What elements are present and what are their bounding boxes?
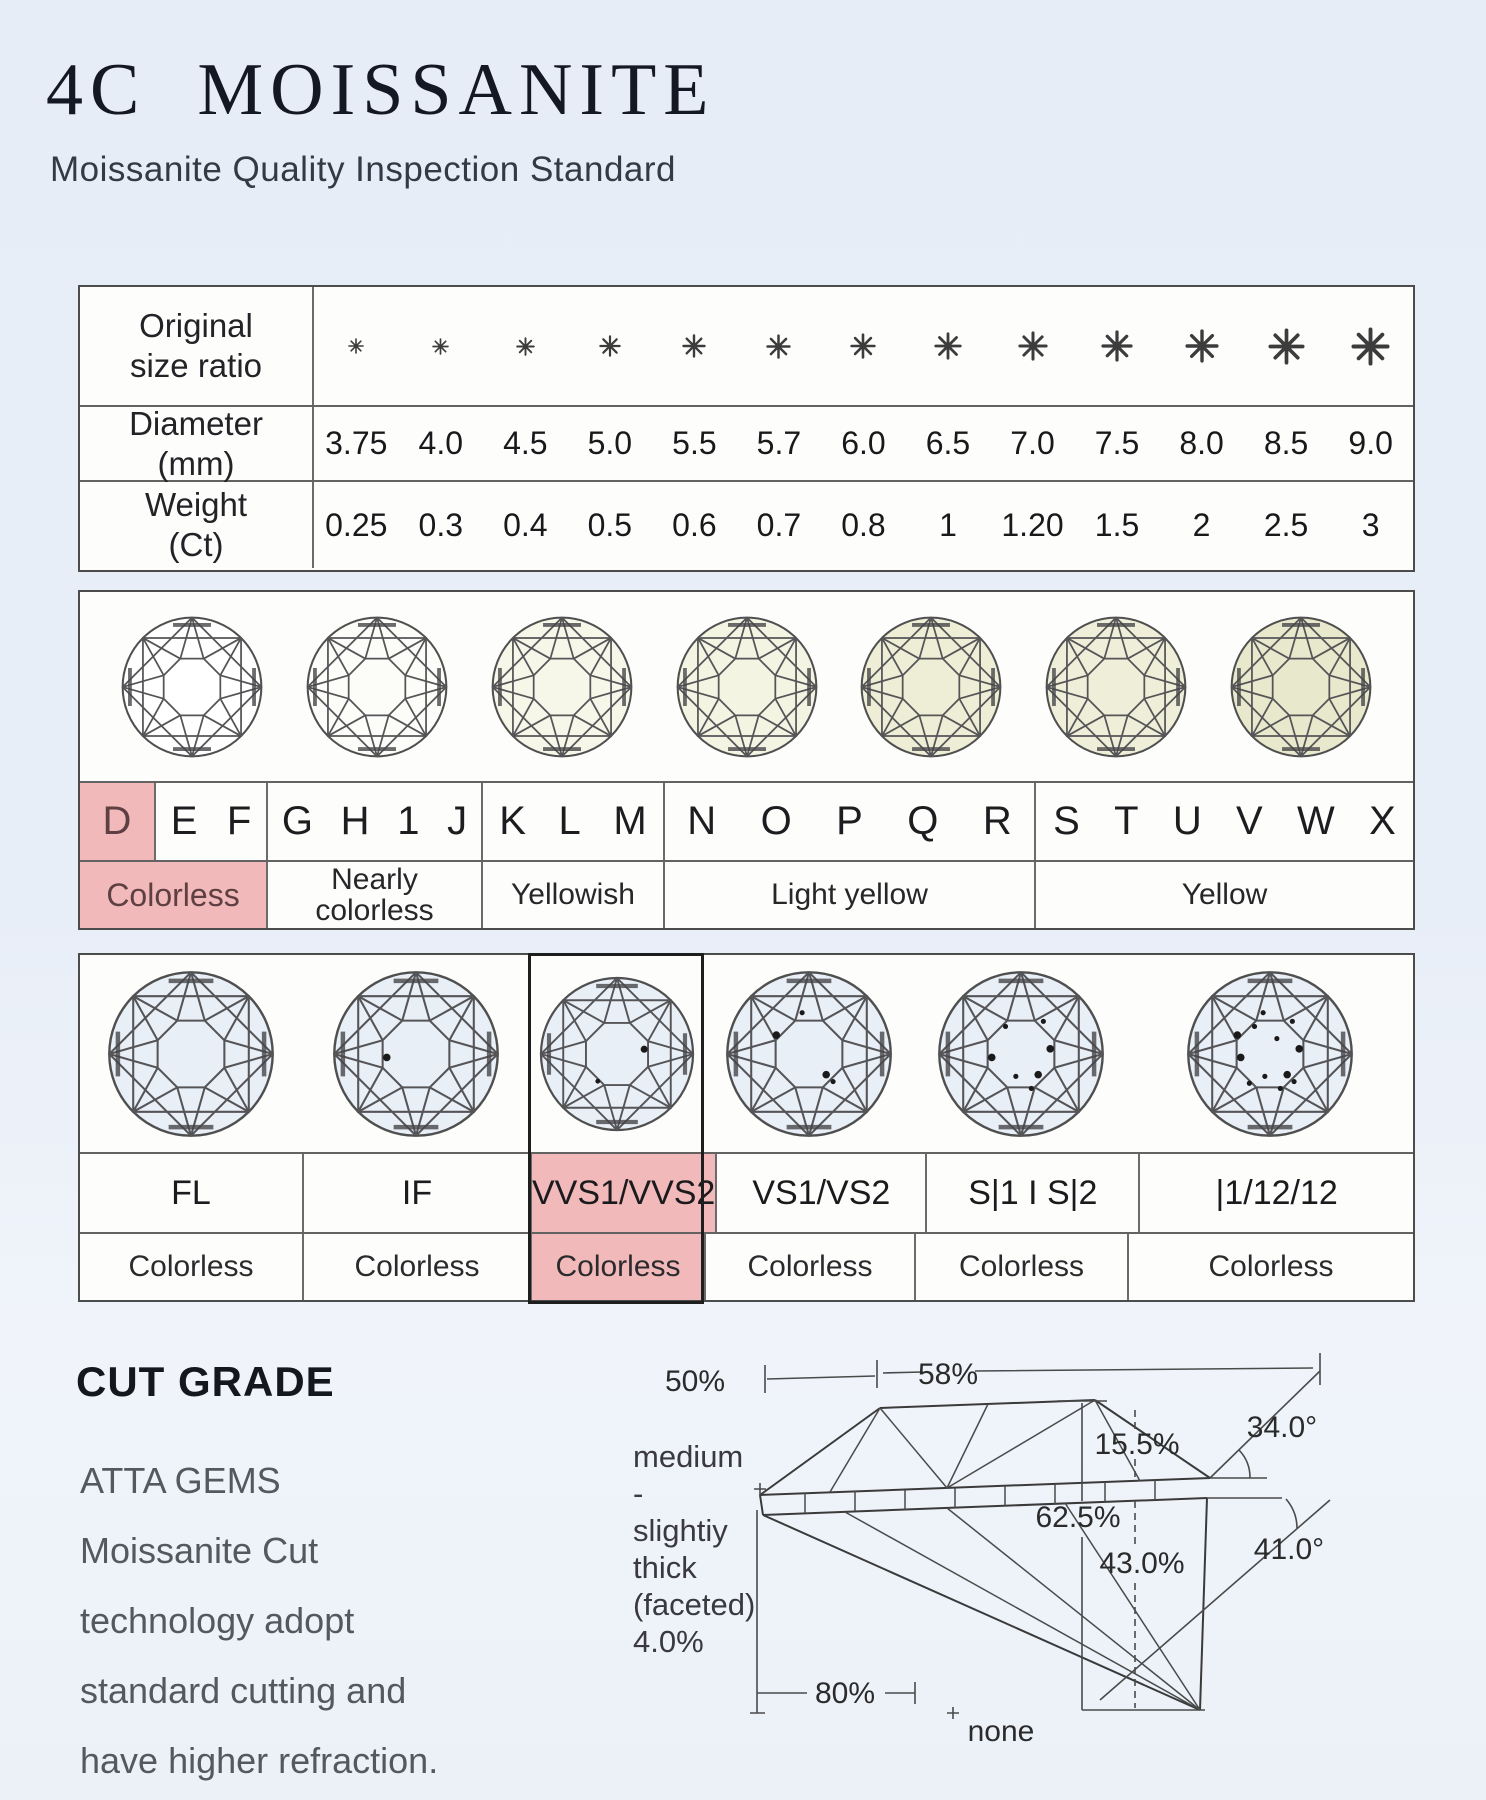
diameter-values [314,407,1413,480]
color-category-colorless [80,862,266,928]
diameter-value: 3.75 [325,425,388,461]
color-letter: X [1369,799,1396,843]
color-letter: 1 [397,799,420,843]
culet-label: none [967,1715,1035,1748]
color-letter: R [982,799,1012,843]
label-line: (mm) [157,444,235,482]
diamond-top-icon [1043,614,1189,760]
sparkle-icon [1101,330,1133,362]
size-table [78,285,1415,572]
clarity-diamond-fl [105,968,277,1140]
pavilion-depth-label: 43.0% [1099,1547,1185,1580]
clarity-grade-label: |1/12/12 [1138,1154,1413,1232]
weight-value: 0.25 [325,506,388,543]
diameter-value: 7.5 [1094,425,1140,461]
diamond-top-icon [674,614,820,760]
diameter-value: 4.0 [418,425,464,461]
color-letter: K [499,799,526,843]
page-title: 4C MOISSANITE [46,49,716,131]
diamond-top-icon [304,614,450,760]
label-line: (Ct) [168,526,224,563]
color-letter: D [102,799,132,843]
color-letter: O [760,799,792,843]
clarity-color-label-vvs: Colorless [530,1234,704,1300]
color-letter-cell [663,783,1034,860]
weight-values [314,482,1413,568]
girdle-line: thick [633,1550,697,1585]
diamond-top-icon [1228,614,1374,760]
girdle-line: slightiy [633,1513,728,1548]
category-label: Light yellow [771,878,928,911]
crown-height-label: 15.5% [1094,1428,1180,1461]
color-letter: W [1297,799,1335,843]
lower-girdle-label: 80% [814,1677,876,1710]
measurement-labels [665,1358,1324,1748]
clarity-grade-label: S|1 I S|2 [925,1154,1138,1232]
sparkle-icons-strip [314,287,1413,405]
color-letter: J [447,799,468,843]
sparkle-icon [1018,331,1048,361]
sparkle-icon [850,333,876,359]
diameter-value: 5.5 [672,425,717,461]
diamond-top-icon [858,614,1004,760]
color-letter-cell [266,783,481,860]
diameter-value: 5.0 [587,425,633,461]
color-letter: L [558,799,581,843]
description-line: standard cutting and [80,1670,407,1711]
weight-value: 0.4 [503,506,548,543]
clarity-grade-label: FL [171,1173,211,1212]
color-category-yellowish [481,862,663,928]
weight-value: 2 [1192,506,1211,543]
pavilion-angle-label: 41.0° [1253,1533,1325,1566]
sparkle-icon [1185,329,1219,363]
color-category-light-yellow [663,862,1034,928]
sparkle-icon [682,334,706,358]
clarity-color-label: Colorless [704,1234,914,1300]
label-line: Diameter [129,404,263,442]
clarity-diamond-i [1184,968,1356,1140]
color-letter: G [281,799,313,843]
color-letter: P [836,799,863,843]
sparkle-icon [599,335,621,357]
diameter-value: 5.7 [756,425,802,461]
cut-diagram [545,1205,1345,1765]
weight-value: 1.5 [1094,506,1140,543]
weight-label [80,482,314,568]
weight-row [80,480,1413,568]
color-letter: N [687,799,717,843]
weight-value: 0.7 [756,506,802,543]
category-label: Yellow [1181,878,1268,911]
sparkle-icon [766,334,791,359]
diameter-label [80,404,314,482]
clarity-diamond-vvs [537,974,697,1134]
color-letter: H [340,799,370,843]
weight-value: 2.5 [1263,506,1309,543]
color-letter-cell [481,783,663,860]
color-letter: T [1114,799,1139,843]
category-label: Nearly [331,863,418,896]
color-letter: S [1053,799,1080,843]
sparkle-icon [1268,328,1305,365]
girdle-line: - [633,1476,644,1511]
color-letter: F [226,799,252,843]
girdle-annotation [633,1439,755,1659]
weight-value: 1.20 [1001,506,1064,543]
color-letter-cell-d [80,783,154,860]
star-length-label: 50% [664,1365,726,1398]
girdle-line: (faceted) [633,1587,756,1622]
crown-angle-label: 34.0° [1246,1411,1318,1444]
girdle-line: 4.0% [633,1624,704,1659]
color-letter-cell [154,783,266,860]
diameter-row [80,405,1413,480]
clarity-color-label: Colorless [302,1234,530,1300]
clarity-color-label: Colorless [128,1250,254,1283]
sparkle-icon [348,338,364,354]
color-letter-cell [1034,783,1413,860]
description-line: ATTA GEMS [80,1460,281,1501]
sparkle-icon [516,337,535,356]
weight-value: 0.5 [587,506,633,543]
clarity-grade-label-vvs: VVS1/VVS2 [530,1154,715,1232]
weight-value: 0.3 [418,506,464,543]
label-line: Weight [144,486,248,523]
color-category-nearly-colorless [266,862,481,928]
diameter-value: 4.5 [503,425,548,461]
clarity-diamond-si [935,968,1107,1140]
color-grade-table [78,590,1415,930]
label-line: Original [139,307,253,344]
diamond-top-icon [489,614,635,760]
category-label: Yellowish [511,878,635,911]
sparkle-icon [1351,327,1390,366]
clarity-grade-label: VS1/VS2 [715,1154,925,1232]
category-label: colorless [315,894,434,927]
diameter-value: 8.0 [1179,425,1224,461]
color-diamonds-row [80,592,1413,781]
weight-value: 3 [1361,506,1380,543]
sparkle-icon [432,338,449,355]
color-letter: V [1236,799,1263,843]
description-line: technology adopt [80,1600,355,1641]
diameter-value: 6.0 [841,425,886,461]
category-label: Colorless [106,877,240,913]
clarity-diamonds-row [80,955,1413,1152]
size-ratio-row [80,287,1413,405]
color-letter: U [1172,799,1202,843]
table-percent-label: 58% [917,1358,979,1391]
diameter-value: 8.5 [1263,425,1309,461]
weight-value: 1 [939,506,957,543]
clarity-color-label: Colorless [914,1234,1127,1300]
diamond-top-icon [119,614,265,760]
description-line: have higher refraction. [80,1740,439,1781]
page-subtitle: Moissanite Quality Inspection Standard [50,150,676,189]
diameter-value: 9.0 [1348,425,1393,461]
weight-value: 0.8 [841,506,886,543]
clarity-diamond-vs [723,968,895,1140]
size-ratio-label [80,287,314,405]
color-letter: M [613,799,647,843]
dimension-lines [750,1353,1330,1719]
clarity-grade-label: IF [302,1154,530,1232]
diameter-value: 6.5 [925,425,971,461]
color-letters-row [80,781,1413,860]
color-letter: Q [907,799,939,843]
clarity-color-label: Colorless [1127,1234,1413,1300]
description-line: Moissanite Cut [80,1530,319,1571]
color-categories-row [80,860,1413,928]
cut-grade-description [80,1446,438,1796]
color-letter: E [170,799,198,843]
weight-value: 0.6 [672,506,717,543]
cut-grade-heading: CUT GRADE [76,1358,335,1405]
label-line: size ratio [129,347,263,384]
girdle-line: medium [633,1439,744,1474]
diameter-value: 7.0 [1010,425,1055,461]
sparkle-icon [934,332,962,360]
color-category-yellow [1034,862,1413,928]
clarity-diamond-if [330,968,502,1140]
total-depth-label: 62.5% [1035,1501,1121,1534]
